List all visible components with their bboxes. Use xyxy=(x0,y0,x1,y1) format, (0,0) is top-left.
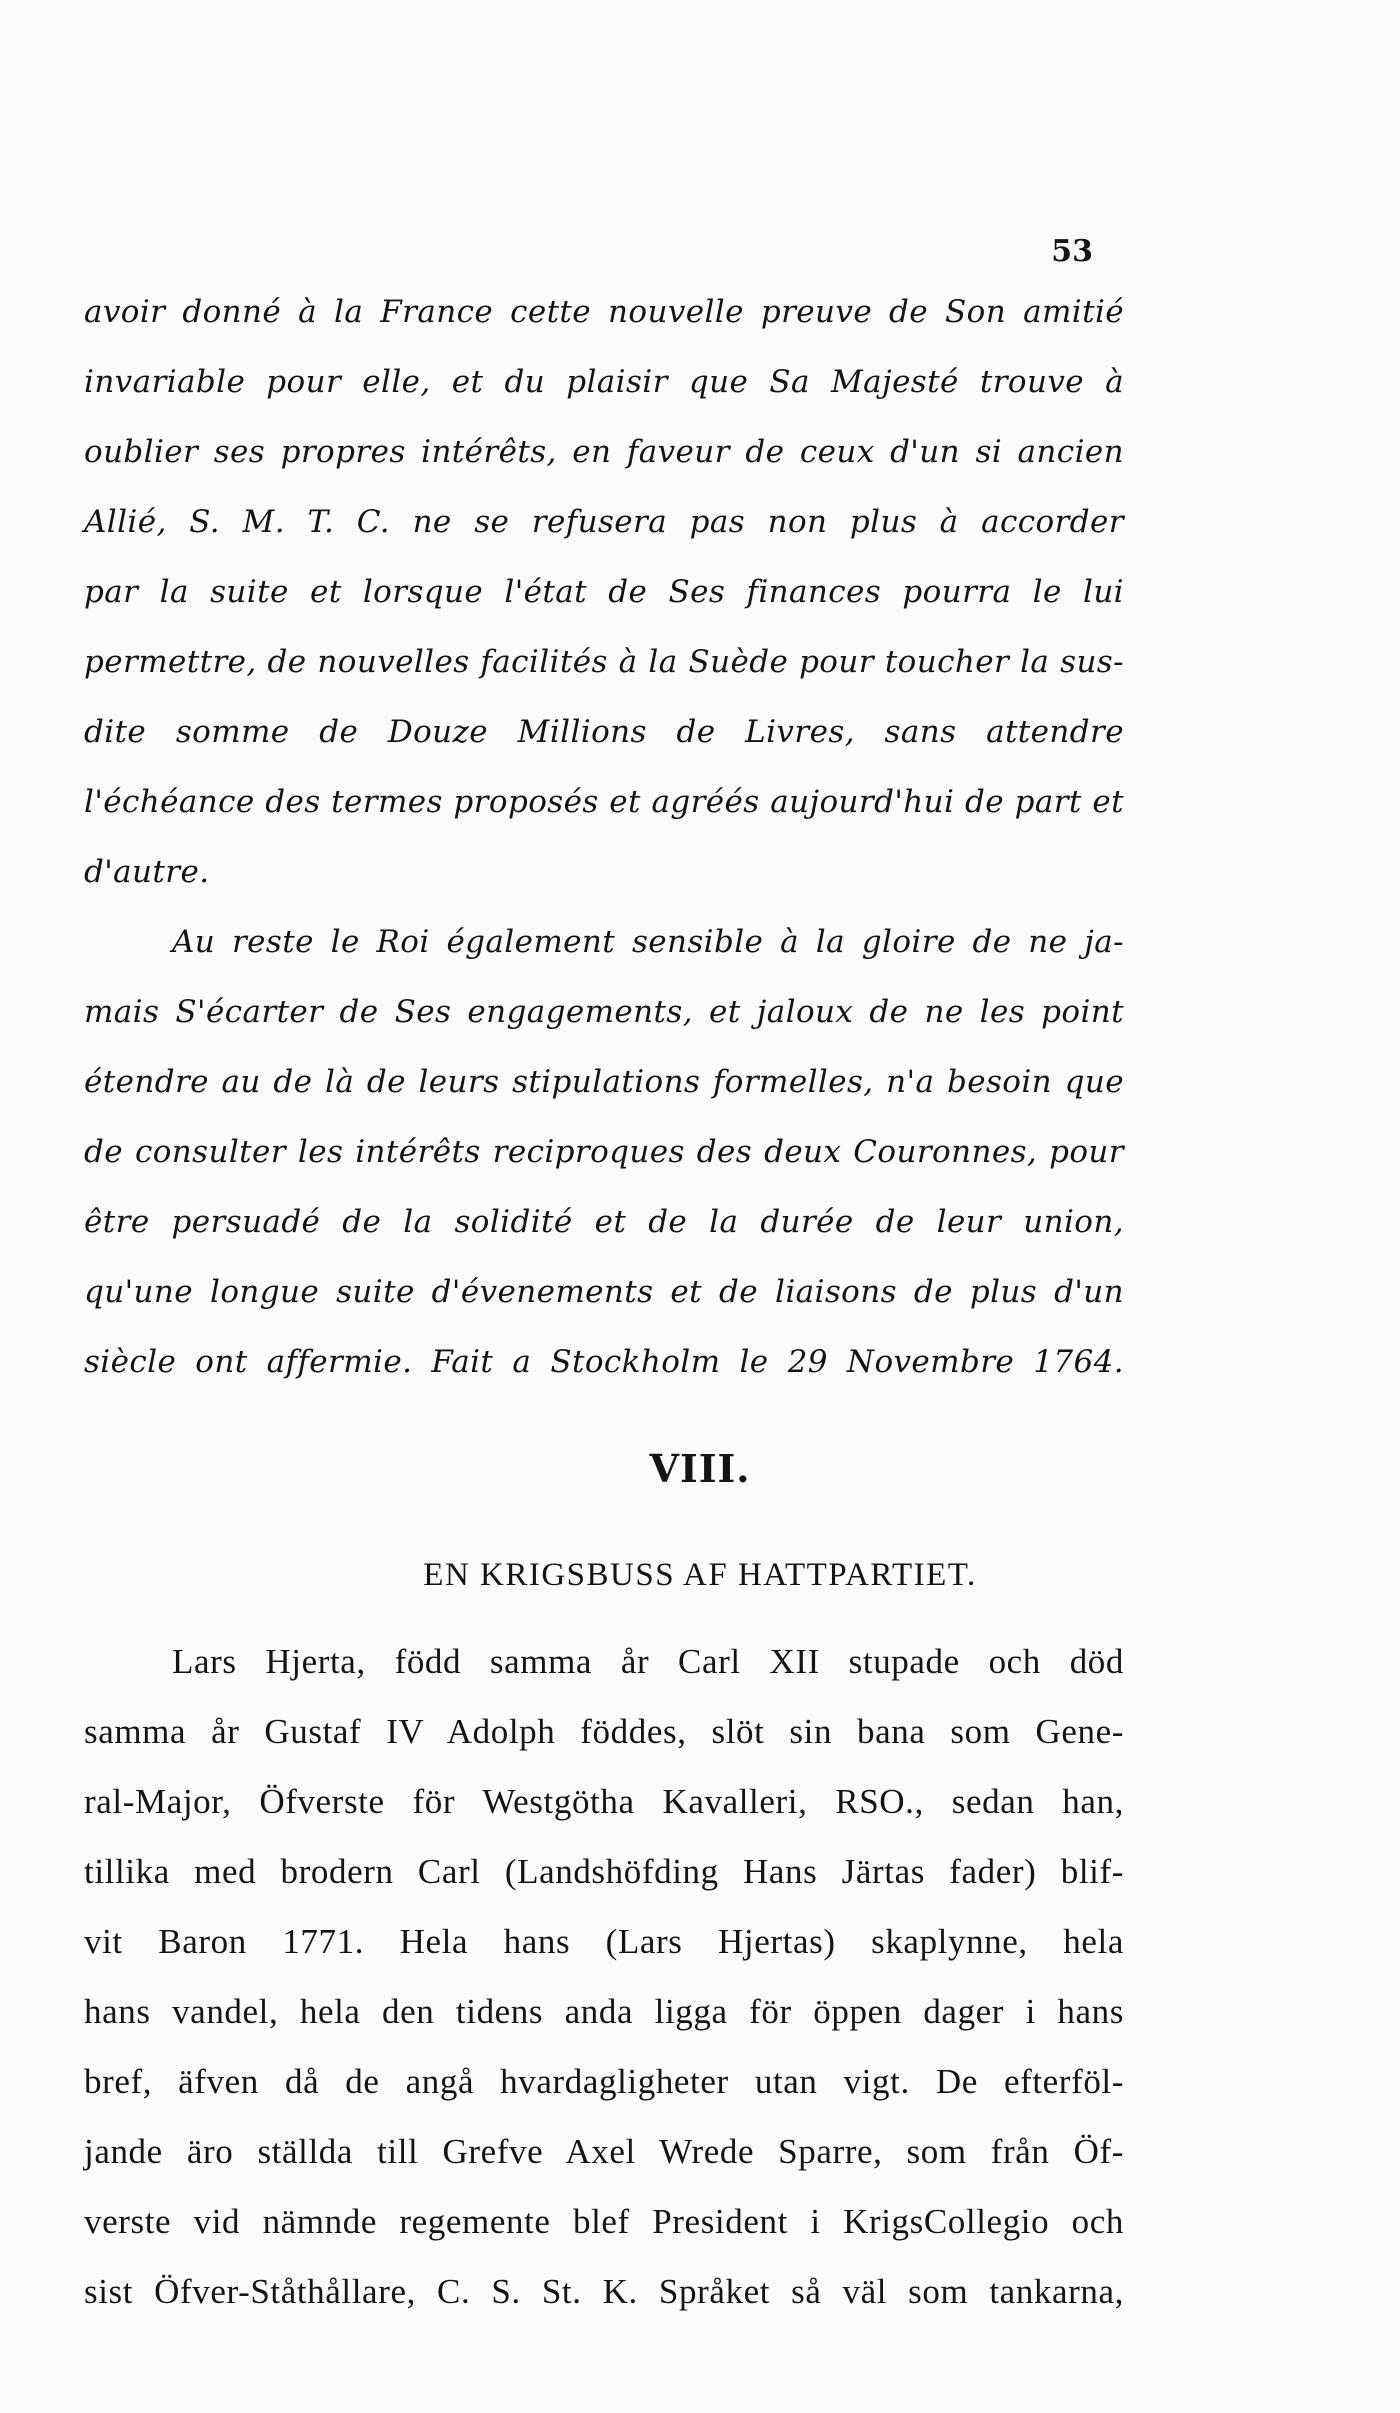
text-line: bref, äfven då de angå hvardagligheter utan vigt. De efterföl- xyxy=(84,2062,1124,2101)
text-line: jande äro ställda till Grefve Axel Wrede Sparre, som från Öf- xyxy=(84,2132,1124,2171)
text-line: hans vandel, hela den tidens anda ligga för öppen dager i hans xyxy=(84,1992,1124,2031)
text-line: de consulter les intérêts reciproques des deux Couronnes, pour xyxy=(84,1134,1124,1170)
text-line: qu'une longue suite d'évenements et de liaisons de plus d'un xyxy=(84,1274,1124,1310)
text-line: Lars Hjerta, född samma år Carl XII stupade och död xyxy=(172,1642,1124,1681)
text-line: dite somme de Douze Millions de Livres, sans attendre xyxy=(84,714,1124,750)
text-line: vit Baron 1771. Hela hans (Lars Hjertas) skaplynne, hela xyxy=(84,1922,1124,1961)
text-line: mais S'écarter de Ses engagements, et jaloux de ne les point xyxy=(84,994,1124,1030)
text-line: étendre au de là de leurs stipulations formelles, n'a besoin que xyxy=(84,1064,1124,1100)
text-line: être persuadé de la solidité et de la durée de leur union, xyxy=(84,1204,1124,1240)
text-line: permettre, de nouvelles facilités à la Suède pour toucher la sus- xyxy=(84,644,1124,680)
text-line: par la suite et lorsque l'état de Ses finances pourra le lui xyxy=(84,574,1124,610)
text-line: ral-Major, Öfverste för Westgötha Kavalleri, RSO., sedan han, xyxy=(84,1782,1124,1821)
section-heading: EN KRIGSBUSS AF HATTPARTIET. xyxy=(423,1557,977,1593)
text-line: siècle ont affermie. Fait a Stockholm le 29 Novembre 1764. xyxy=(84,1344,1124,1380)
page-number: 53 xyxy=(1051,234,1093,269)
text-line: avoir donné à la France cette nouvelle preuve de Son amitié xyxy=(84,294,1124,330)
text-line: sist Öfver-Ståthållare, C. S. St. K. Språket så väl som tankarna, xyxy=(84,2272,1124,2311)
text-line: verste vid nämnde regemente blef President i KrigsCollegio och xyxy=(84,2202,1124,2241)
text-line: d'autre. xyxy=(84,854,210,890)
text-line: Au reste le Roi également sensible à la gloire de ne ja- xyxy=(172,924,1124,960)
text-line: invariable pour elle, et du plaisir que Sa Majesté trouve à xyxy=(84,364,1124,400)
section-numeral: VIII. xyxy=(649,1446,751,1491)
text-line: samma år Gustaf IV Adolph föddes, slöt sin bana som Gene- xyxy=(84,1712,1124,1751)
text-line: oublier ses propres intérêts, en faveur de ceux d'un si ancien xyxy=(84,434,1124,470)
text-line: tillika med brodern Carl (Landshöfding Hans Järtas fader) blif- xyxy=(84,1852,1124,1891)
text-line: l'échéance des termes proposés et agréés aujourd'hui de part et xyxy=(84,784,1124,820)
text-line: Allié, S. M. T. C. ne se refusera pas non plus à accorder xyxy=(84,504,1124,540)
